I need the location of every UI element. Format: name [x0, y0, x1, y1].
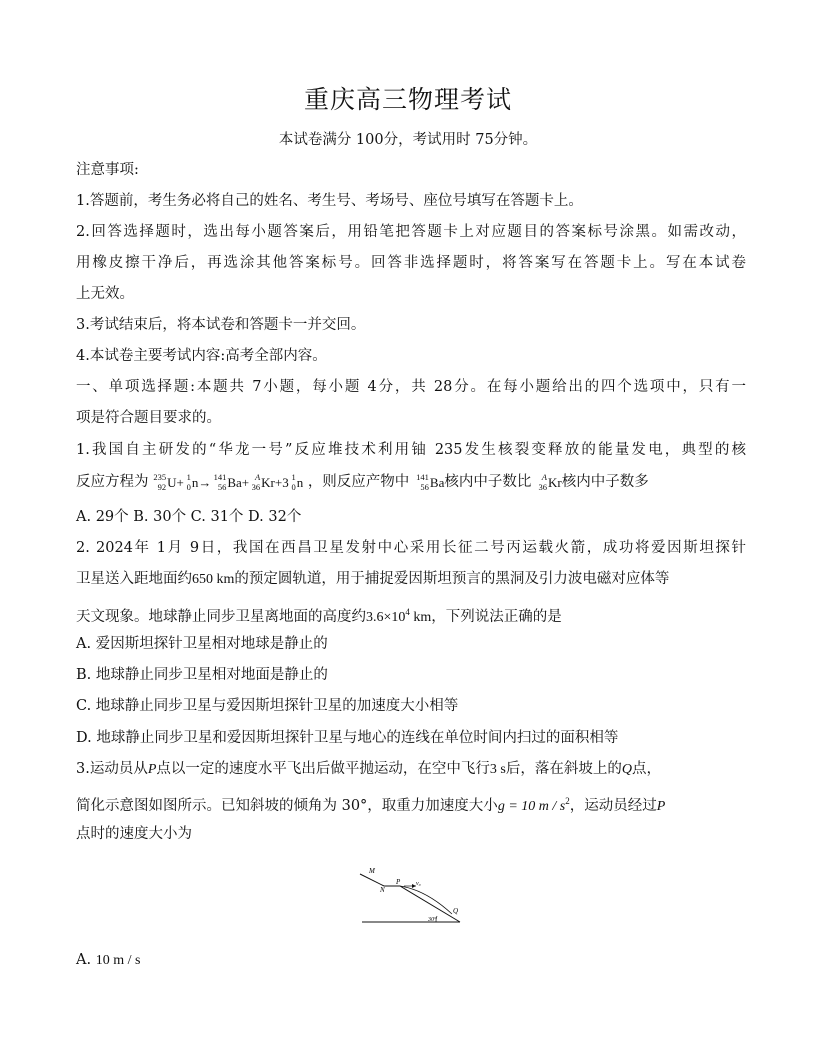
reaction-arrow: →	[198, 475, 212, 491]
n2-symbol: n	[296, 475, 304, 491]
n-z: 0	[186, 482, 191, 493]
section-1-heading-line-2: 项是符合题目要求的。	[76, 410, 221, 426]
q3-line-1-post: 点，	[631, 761, 661, 777]
u-mass: 235	[153, 472, 167, 483]
gravity-value: g = 10 m / s	[497, 799, 566, 814]
note-3: 3.考试结束后，将本试卷和答题卡一并交回。	[76, 317, 366, 333]
q3-line-2-pre: 简化示意图如图所示。已知斜坡的倾角为 30°，取重力加速度大小	[76, 798, 498, 814]
u-z: 92	[157, 482, 167, 493]
geo-altitude-unit: km	[409, 610, 432, 625]
q2-line-3-post: ，下列说法正确的是	[431, 609, 562, 625]
ba-mass: 141	[213, 472, 227, 483]
q2-option-c: C. 地球静止同步卫星与爱因斯坦探针卫星的加速度大小相等	[76, 698, 459, 714]
kr-mass-2: A	[541, 472, 547, 483]
ramp-upper	[360, 874, 384, 886]
note-4: 4.本试卷主要考试内容:高考全部内容。	[76, 348, 327, 364]
q2-line-3	[76, 602, 746, 628]
note-2-line-3: 上无效。	[76, 286, 134, 302]
note-2-line-1: 2.回答选择题时，选出每小题答案后，用铅笔把答题卡上对应题目的答案标号涂黑。如需改动，	[76, 224, 746, 240]
q2-line-2-post: 的预定圆轨道，用于捕捉爱因斯坦预言的黑洞及引力波电磁对应体等	[234, 571, 670, 587]
label-v0: v₀	[416, 881, 421, 887]
n-symbol: n	[191, 475, 199, 491]
note-1: 1.答题前，考生务必将自己的姓名、考生号、考场号、座位号填写在答题卡上。	[76, 193, 583, 209]
label-n: N	[380, 886, 385, 894]
notes-heading: 注意事项:	[76, 162, 139, 178]
q3-option-a-label: A.	[76, 952, 92, 968]
q1-line-2-post: 核内中子数多	[561, 474, 649, 490]
plus-sign: +	[274, 475, 283, 491]
ba-z: 56	[217, 482, 227, 493]
q3-line-3: 点时的速度大小为	[76, 826, 192, 842]
label-q: Q	[453, 907, 459, 915]
geo-altitude-exponent: 4	[405, 607, 410, 617]
q1-line-2-mid: ，则反应产物中	[307, 474, 410, 490]
ski-jump-diagram	[356, 864, 466, 928]
q1-line-1: 1.我国自主研发的“华龙一号”反应堆技术利用铀 235发生核裂变释放的能量发电，典型的核	[76, 442, 746, 458]
n2-z: 0	[291, 482, 296, 493]
neutron-count: 3	[282, 475, 289, 491]
section-1-heading-line-1: 一、单项选择题:本题共 7小题，每小题 4分，共 28分。在每小题给出的四个选项中，只有一	[76, 379, 746, 395]
q1-options: A. 29个 B. 30个 C. 31个 D. 32个	[76, 509, 302, 525]
point-p-2: P	[656, 799, 666, 814]
fission-equation	[153, 472, 303, 493]
kr-z: 36	[251, 482, 261, 493]
q2-line-1: 2. 2024年 1月 9日，我国在西昌卫星发射中心采用长征二号丙运载火箭，成功将爱因斯坦探针	[76, 540, 746, 556]
ba-mass-2: 141	[416, 472, 429, 483]
q2-option-d: D. 地球静止同步卫星和爱因斯坦探针卫星与地心的连线在单位时间内扫过的面积相等	[76, 730, 619, 746]
label-m: M	[369, 867, 375, 875]
n-mass: 1	[186, 472, 191, 483]
q2-option-b: B. 地球静止同步卫星相对地面是静止的	[76, 667, 328, 683]
gravity-exponent: 2	[565, 796, 570, 806]
q3-line-2-mid: ，运动员经过	[569, 798, 657, 814]
ba-z-2: 56	[420, 482, 429, 493]
q2-line-3-pre: 天文现象。地球静止同步卫星离地面的高度约	[76, 609, 366, 625]
plus-sign: +	[241, 475, 250, 491]
n2-mass: 1	[291, 472, 296, 483]
kr-symbol: Kr	[261, 475, 275, 491]
flight-time: 3 s	[489, 762, 506, 777]
page-title: 重庆高三物理考试	[303, 85, 512, 114]
kr-nuclide	[536, 472, 562, 493]
kr-z-2: 36	[538, 482, 547, 493]
point-q: Q	[621, 762, 632, 777]
q2-line-2-pre: 卫星送入距地面约	[76, 571, 192, 587]
q1-line-2-mid2: 核内中子数比	[444, 474, 532, 490]
exam-subtitle: 本试卷满分 100分，考试用时 75分钟。	[278, 132, 538, 148]
q3-line-1-mid2: 后，落在斜坡上的	[505, 761, 622, 777]
q3-option-a-value: 10 m / s	[95, 953, 141, 968]
point-p: P	[147, 762, 157, 777]
q2-line-2	[76, 569, 746, 590]
geo-altitude: 3.6×10	[366, 610, 406, 625]
orbit-altitude: 650 km	[192, 572, 235, 587]
kr-mass: A	[254, 472, 261, 483]
q3-line-2	[76, 791, 746, 817]
q3-line-1	[76, 759, 746, 780]
ba-nuclide	[414, 472, 444, 493]
q1-line-2-pre: 反应方程为	[76, 474, 149, 490]
note-2-line-2: 用橡皮擦干净后，再选涂其他答案标号。回答非选择题时，将答案写在答题卡上。写在本试卷	[76, 255, 746, 271]
u-symbol: U	[167, 475, 177, 491]
q2-option-a: A. 爱因斯坦探针卫星相对地球是静止的	[76, 636, 328, 652]
q3-line-1-pre: 3.运动员从	[76, 761, 148, 777]
plus-sign: +	[176, 475, 184, 491]
label-p: P	[396, 878, 401, 886]
ba-symbol: Ba	[227, 475, 242, 491]
q1-line-2	[76, 472, 746, 493]
kr-symbol-2: Kr	[547, 475, 562, 491]
q3-line-1-mid: 点以一定的速度水平飞出后做平抛运动，在空中飞行	[156, 761, 490, 777]
ba-symbol-2: Ba	[429, 475, 445, 491]
q3-option-a	[76, 950, 746, 971]
label-angle: 30°	[428, 917, 437, 923]
